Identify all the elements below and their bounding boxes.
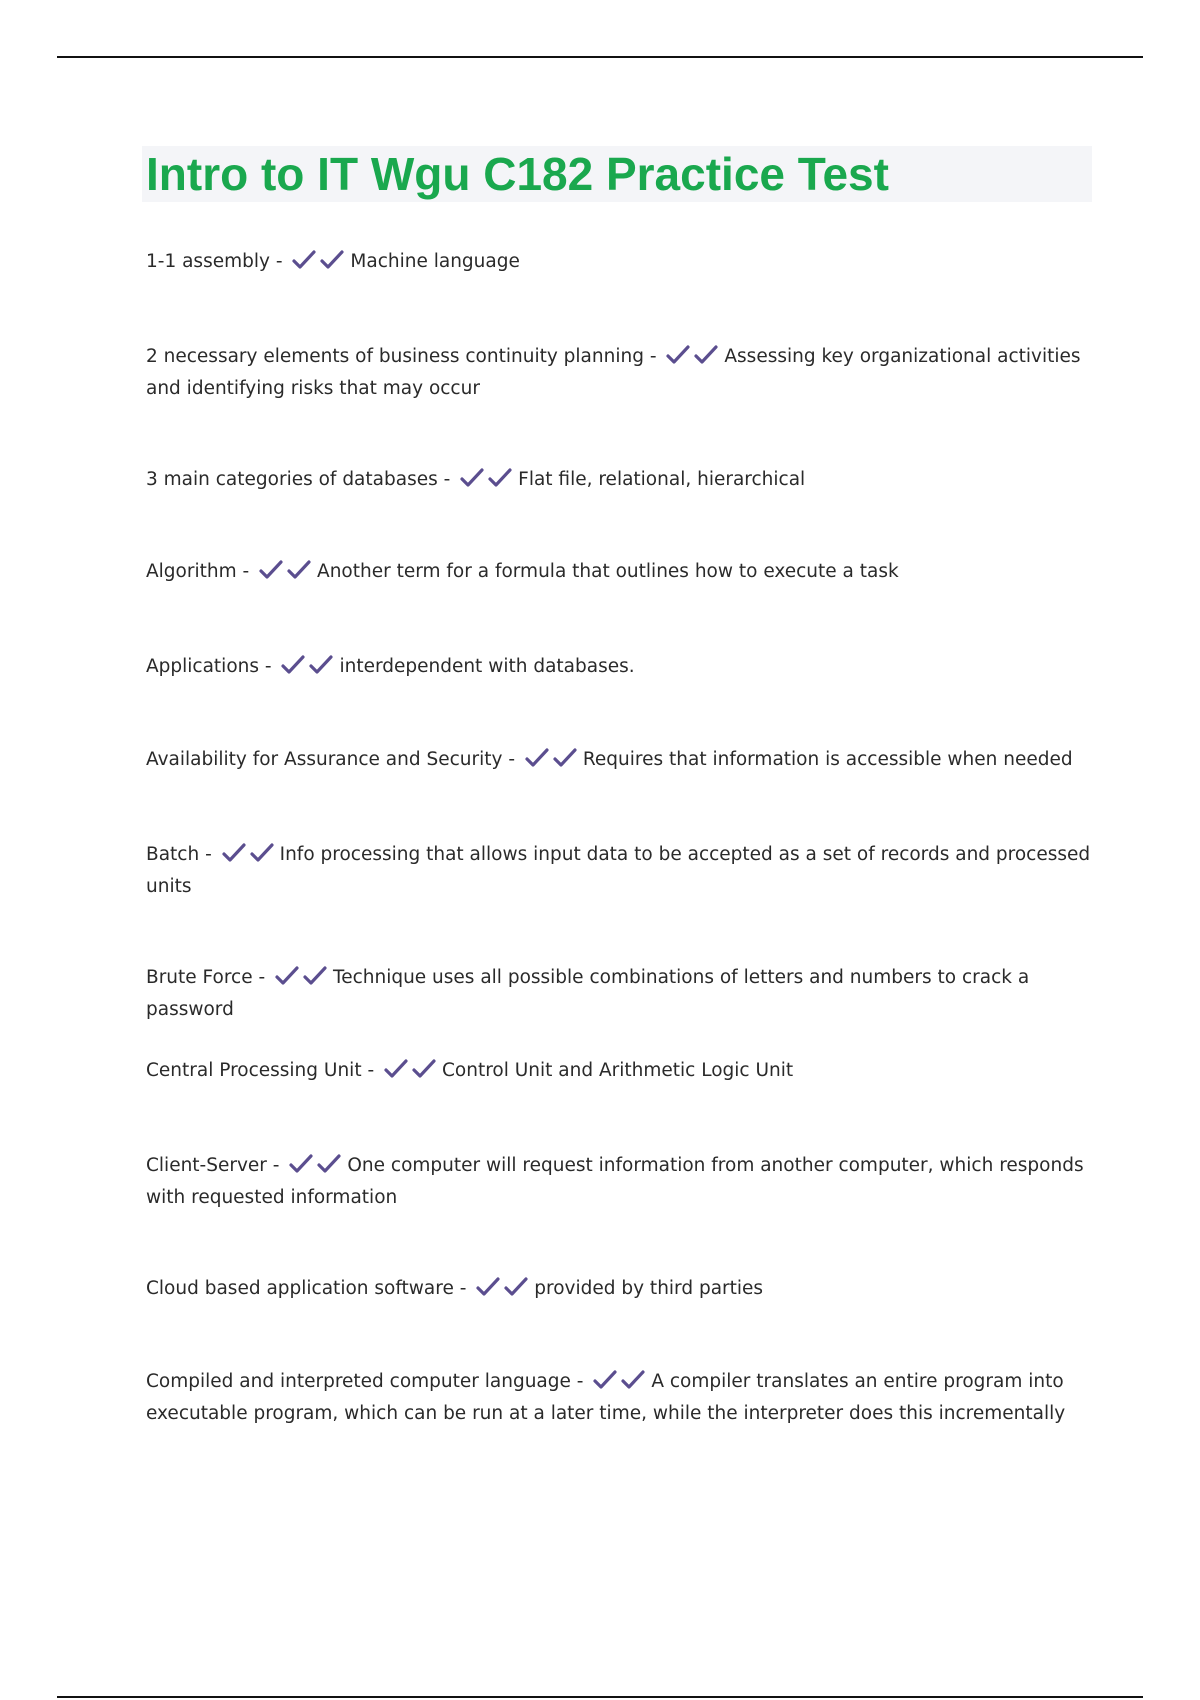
entry-separator: -: [453, 1278, 473, 1299]
entry-term: 3 main categories of databases: [146, 469, 438, 490]
entry-term: Brute Force: [146, 967, 253, 988]
entry-term: 2 necessary elements of business continuity planning: [146, 346, 644, 367]
entry-separator: -: [252, 967, 272, 988]
entry-term: Central Processing Unit: [146, 1060, 362, 1081]
entry-definition: provided by third parties: [534, 1278, 764, 1299]
flashcard-entry: [146, 557, 1096, 589]
double-check-icon: [666, 345, 722, 374]
entry-separator: -: [502, 749, 521, 770]
flashcard-entry: [146, 840, 1096, 901]
double-check-icon: [289, 1154, 345, 1183]
flashcard-entry: [146, 247, 1096, 279]
double-check-icon: [275, 966, 331, 995]
entry-term: Applications: [146, 656, 260, 677]
entry-definition: Control Unit and Arithmetic Logic Unit: [442, 1060, 794, 1081]
entry-definition: Technique uses all possible combinations of letters and numbers to crack a password: [146, 967, 1030, 1020]
entry-definition: A compiler translates an entire program into executable program, which can be run at a later time, while the interpreter does this incrementally: [146, 1371, 1066, 1424]
entry-definition: Requires that information is accessible when needed: [582, 749, 1073, 770]
entry-separator: -: [259, 656, 278, 677]
flashcard-entry: [146, 465, 1096, 497]
entry-definition: Info processing that allows input data to be accepted as a set of records and processed units: [146, 844, 1091, 897]
entry-term: Batch: [146, 844, 200, 865]
entry-separator: -: [570, 1371, 590, 1392]
entry-separator: -: [269, 251, 289, 272]
double-check-icon: [292, 250, 348, 279]
flashcard-entry: [146, 1274, 1096, 1306]
flashcard-entry: [146, 1367, 1096, 1428]
entry-definition: interdependent with databases.: [339, 656, 635, 677]
entry-definition: One computer will request information from another computer, which responds with requested information: [146, 1155, 1084, 1208]
entry-definition: Another term for a formula that outlines how to execute a task: [317, 561, 899, 582]
entry-separator: -: [437, 469, 457, 490]
flashcard-entry: [146, 963, 1106, 1024]
entry-separator: -: [266, 1155, 286, 1176]
entry-separator: -: [236, 561, 256, 582]
entry-term: 1-1 assembly: [146, 251, 270, 272]
entry-definition: Flat file, relational, hierarchical: [518, 469, 806, 490]
entry-definition: Assessing key organizational activities and identifying risks that may occur: [146, 346, 1081, 399]
flashcard-entry: [146, 745, 1096, 777]
bottom-rule: [57, 1696, 1143, 1698]
entry-term: Availability for Assurance and Security: [146, 749, 503, 770]
document-title: Intro to IT Wgu C182 Practice Test: [146, 148, 889, 200]
flashcard-entry: [146, 652, 1096, 684]
entry-separator: -: [643, 346, 663, 367]
double-check-icon: [525, 748, 581, 777]
flashcard-entry: [146, 1151, 1096, 1212]
double-check-icon: [460, 468, 516, 497]
top-rule: [57, 56, 1143, 58]
double-check-icon: [259, 560, 315, 589]
entry-definition: Machine language: [350, 251, 520, 272]
entry-term: Client-Server: [146, 1155, 267, 1176]
double-check-icon: [281, 655, 337, 684]
entry-term: Compiled and interpreted computer language: [146, 1371, 571, 1392]
flashcard-entry: [146, 342, 1096, 403]
double-check-icon: [222, 843, 278, 872]
flashcard-entry: [146, 1056, 1096, 1088]
entry-term: Algorithm: [146, 561, 237, 582]
entry-separator: -: [199, 844, 218, 865]
entry-term: Cloud based application software: [146, 1278, 454, 1299]
double-check-icon: [384, 1059, 440, 1088]
entry-separator: -: [361, 1060, 381, 1081]
double-check-icon: [593, 1370, 649, 1399]
double-check-icon: [476, 1277, 532, 1306]
